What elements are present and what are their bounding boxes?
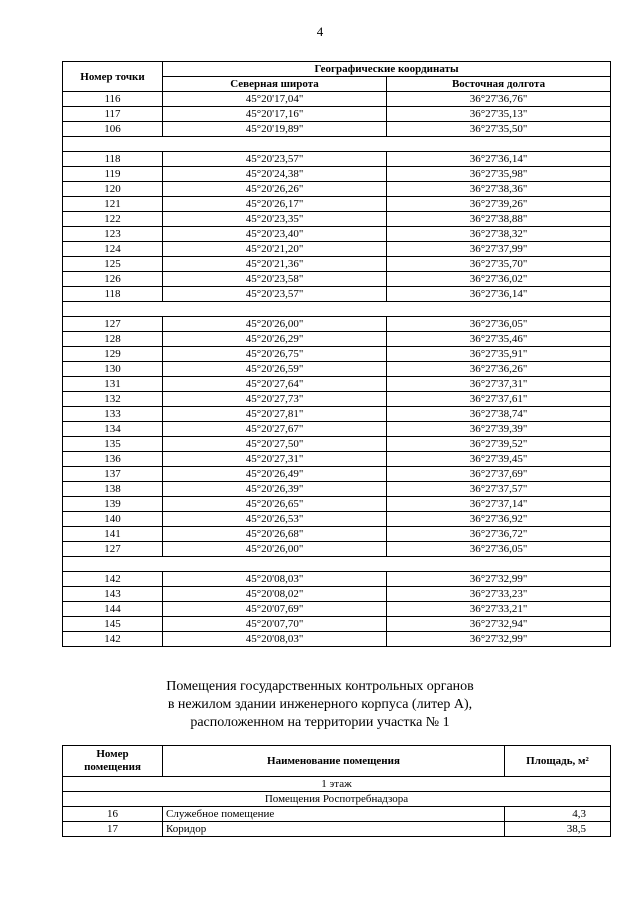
point-number-header: Номер точки <box>63 62 163 92</box>
point-number: 119 <box>63 167 163 182</box>
east-longitude: 36°27'39,26" <box>387 197 611 212</box>
coordinate-row <box>63 377 611 392</box>
coordinate-row <box>63 107 611 122</box>
coordinate-row <box>63 227 611 242</box>
coordinate-row <box>63 242 611 257</box>
north-latitude: 45°20'27,81" <box>163 407 387 422</box>
room-name-header: Наименование помещения <box>163 746 505 777</box>
point-number: 117 <box>63 107 163 122</box>
north-latitude: 45°20'23,35" <box>163 212 387 227</box>
east-longitude: 36°27'36,26" <box>387 362 611 377</box>
north-latitude: 45°20'27,31" <box>163 452 387 467</box>
section-title-line: в нежилом здании инженерного корпуса (литер А), <box>167 697 473 712</box>
point-number: 118 <box>63 152 163 167</box>
point-number: 140 <box>63 512 163 527</box>
coordinates-body <box>63 92 611 647</box>
coordinate-row <box>63 197 611 212</box>
coordinate-row <box>63 182 611 197</box>
point-number: 135 <box>63 437 163 452</box>
east-longitude: 36°27'36,05" <box>387 542 611 557</box>
point-number: 134 <box>63 422 163 437</box>
east-longitude: 36°27'32,94" <box>387 617 611 632</box>
east-longitude: 36°27'35,98" <box>387 167 611 182</box>
room-number-header-line: Номер <box>96 748 129 760</box>
north-latitude: 45°20'19,89" <box>163 122 387 137</box>
room-area: 4,3 <box>505 807 611 822</box>
point-number: 144 <box>63 602 163 617</box>
geo-coordinates-header: Географические координаты <box>163 62 611 77</box>
point-number: 128 <box>63 332 163 347</box>
north-latitude: 45°20'26,00" <box>163 542 387 557</box>
coordinate-row <box>63 212 611 227</box>
coordinate-row <box>63 422 611 437</box>
point-number: 127 <box>63 542 163 557</box>
point-number: 137 <box>63 467 163 482</box>
point-number: 106 <box>63 122 163 137</box>
coordinate-row <box>63 167 611 182</box>
group-separator-cell <box>63 557 611 572</box>
point-number: 126 <box>63 272 163 287</box>
north-latitude: 45°20'26,53" <box>163 512 387 527</box>
point-number: 136 <box>63 452 163 467</box>
coordinate-row <box>63 287 611 302</box>
coordinate-row <box>63 467 611 482</box>
point-number: 118 <box>63 287 163 302</box>
north-latitude: 45°20'23,57" <box>163 287 387 302</box>
east-longitude: 36°27'36,72" <box>387 527 611 542</box>
east-longitude: 36°27'37,14" <box>387 497 611 512</box>
east-longitude: 36°27'37,99" <box>387 242 611 257</box>
east-longitude: 36°27'36,02" <box>387 272 611 287</box>
point-number: 129 <box>63 347 163 362</box>
room-number-header <box>63 746 163 777</box>
north-latitude: 45°20'26,00" <box>163 317 387 332</box>
coordinate-row <box>63 407 611 422</box>
east-longitude: 36°27'38,74" <box>387 407 611 422</box>
point-number: 123 <box>63 227 163 242</box>
subsection-label: Помещения Роспотребнадзора <box>63 792 611 807</box>
point-number: 124 <box>63 242 163 257</box>
north-latitude: 45°20'26,29" <box>163 332 387 347</box>
east-longitude: 36°27'35,13" <box>387 107 611 122</box>
coordinate-row <box>63 452 611 467</box>
north-latitude: 45°20'26,65" <box>163 497 387 512</box>
north-latitude: 45°20'27,67" <box>163 422 387 437</box>
coordinate-row <box>63 587 611 602</box>
north-latitude: 45°20'23,57" <box>163 152 387 167</box>
coordinates-table <box>62 61 611 647</box>
group-separator-row <box>63 557 611 572</box>
north-latitude: 45°20'21,36" <box>163 257 387 272</box>
east-longitude: 36°27'37,57" <box>387 482 611 497</box>
north-latitude: 45°20'26,75" <box>163 347 387 362</box>
group-separator-cell <box>63 137 611 152</box>
group-separator-row <box>63 302 611 317</box>
east-longitude: 36°27'36,05" <box>387 317 611 332</box>
coordinate-row <box>63 257 611 272</box>
north-latitude: 45°20'08,03" <box>163 572 387 587</box>
north-latitude: 45°20'17,16" <box>163 107 387 122</box>
east-longitude: 36°27'36,14" <box>387 287 611 302</box>
east-longitude: 36°27'32,99" <box>387 572 611 587</box>
east-longitude: 36°27'39,39" <box>387 422 611 437</box>
point-number: 138 <box>63 482 163 497</box>
coordinate-row <box>63 617 611 632</box>
coordinate-row <box>63 362 611 377</box>
north-latitude: 45°20'23,58" <box>163 272 387 287</box>
east-longitude: 36°27'37,61" <box>387 392 611 407</box>
point-number: 142 <box>63 572 163 587</box>
point-number: 133 <box>63 407 163 422</box>
coordinate-row <box>63 542 611 557</box>
east-longitude: 36°27'35,46" <box>387 332 611 347</box>
point-number: 143 <box>63 587 163 602</box>
room-name: Коридор <box>163 822 505 837</box>
coordinate-row <box>63 392 611 407</box>
point-number: 125 <box>63 257 163 272</box>
east-longitude: 36°27'35,70" <box>387 257 611 272</box>
north-latitude: 45°20'27,50" <box>163 437 387 452</box>
north-latitude: 45°20'21,20" <box>163 242 387 257</box>
point-number: 132 <box>63 392 163 407</box>
east-longitude: 36°27'35,91" <box>387 347 611 362</box>
north-latitude: 45°20'26,59" <box>163 362 387 377</box>
coordinate-row <box>63 317 611 332</box>
point-number: 145 <box>63 617 163 632</box>
east-longitude-header: Восточная долгота <box>387 77 611 92</box>
north-latitude: 45°20'23,40" <box>163 227 387 242</box>
room-number: 17 <box>63 822 163 837</box>
north-latitude: 45°20'26,17" <box>163 197 387 212</box>
coordinate-row <box>63 527 611 542</box>
north-latitude: 45°20'08,03" <box>163 632 387 647</box>
coordinate-row <box>63 347 611 362</box>
page-number: 4 <box>316 24 324 39</box>
room-area: 38,5 <box>505 822 611 837</box>
room-row <box>63 822 611 837</box>
point-number: 122 <box>63 212 163 227</box>
east-longitude: 36°27'35,50" <box>387 122 611 137</box>
east-longitude: 36°27'36,14" <box>387 152 611 167</box>
coordinate-row <box>63 632 611 647</box>
north-latitude: 45°20'26,49" <box>163 467 387 482</box>
coordinate-row <box>63 92 611 107</box>
north-latitude-header: Северная широта <box>163 77 387 92</box>
east-longitude: 36°27'33,23" <box>387 587 611 602</box>
east-longitude: 36°27'39,45" <box>387 452 611 467</box>
east-longitude: 36°27'32,99" <box>387 632 611 647</box>
east-longitude: 36°27'38,88" <box>387 212 611 227</box>
floor-label: 1 этаж <box>63 777 611 792</box>
north-latitude: 45°20'08,02" <box>163 587 387 602</box>
point-number: 121 <box>63 197 163 212</box>
coordinate-row <box>63 437 611 452</box>
coordinate-row <box>63 512 611 527</box>
north-latitude: 45°20'27,73" <box>163 392 387 407</box>
coordinate-row <box>63 272 611 287</box>
coordinate-row <box>63 122 611 137</box>
east-longitude: 36°27'36,92" <box>387 512 611 527</box>
east-longitude: 36°27'36,76" <box>387 92 611 107</box>
group-separator-row <box>63 137 611 152</box>
coordinate-row <box>63 602 611 617</box>
rooms-table <box>62 745 611 837</box>
north-latitude: 45°20'26,68" <box>163 527 387 542</box>
east-longitude: 36°27'39,52" <box>387 437 611 452</box>
room-name: Служебное помещение <box>163 807 505 822</box>
east-longitude: 36°27'37,31" <box>387 377 611 392</box>
group-separator-cell <box>63 302 611 317</box>
point-number: 142 <box>63 632 163 647</box>
east-longitude: 36°27'37,69" <box>387 467 611 482</box>
north-latitude: 45°20'07,70" <box>163 617 387 632</box>
section-title <box>0 678 640 732</box>
north-latitude: 45°20'27,64" <box>163 377 387 392</box>
north-latitude: 45°20'26,26" <box>163 182 387 197</box>
point-number: 116 <box>63 92 163 107</box>
coordinate-row <box>63 482 611 497</box>
point-number: 120 <box>63 182 163 197</box>
coordinate-row <box>63 152 611 167</box>
east-longitude: 36°27'38,36" <box>387 182 611 197</box>
room-row <box>63 807 611 822</box>
north-latitude: 45°20'17,04" <box>163 92 387 107</box>
room-area-header: Площадь, м² <box>505 746 611 777</box>
point-number: 130 <box>63 362 163 377</box>
north-latitude: 45°20'26,39" <box>163 482 387 497</box>
coordinate-row <box>63 572 611 587</box>
coordinate-row <box>63 497 611 512</box>
point-number: 127 <box>63 317 163 332</box>
section-title-line: расположенном на территории участка № 1 <box>190 715 450 730</box>
east-longitude: 36°27'38,32" <box>387 227 611 242</box>
room-number-header-line: помещения <box>84 761 141 773</box>
section-title-line: Помещения государственных контрольных органов <box>166 679 474 694</box>
point-number: 131 <box>63 377 163 392</box>
coordinate-row <box>63 332 611 347</box>
point-number: 139 <box>63 497 163 512</box>
room-number: 16 <box>63 807 163 822</box>
north-latitude: 45°20'24,38" <box>163 167 387 182</box>
north-latitude: 45°20'07,69" <box>163 602 387 617</box>
point-number: 141 <box>63 527 163 542</box>
east-longitude: 36°27'33,21" <box>387 602 611 617</box>
